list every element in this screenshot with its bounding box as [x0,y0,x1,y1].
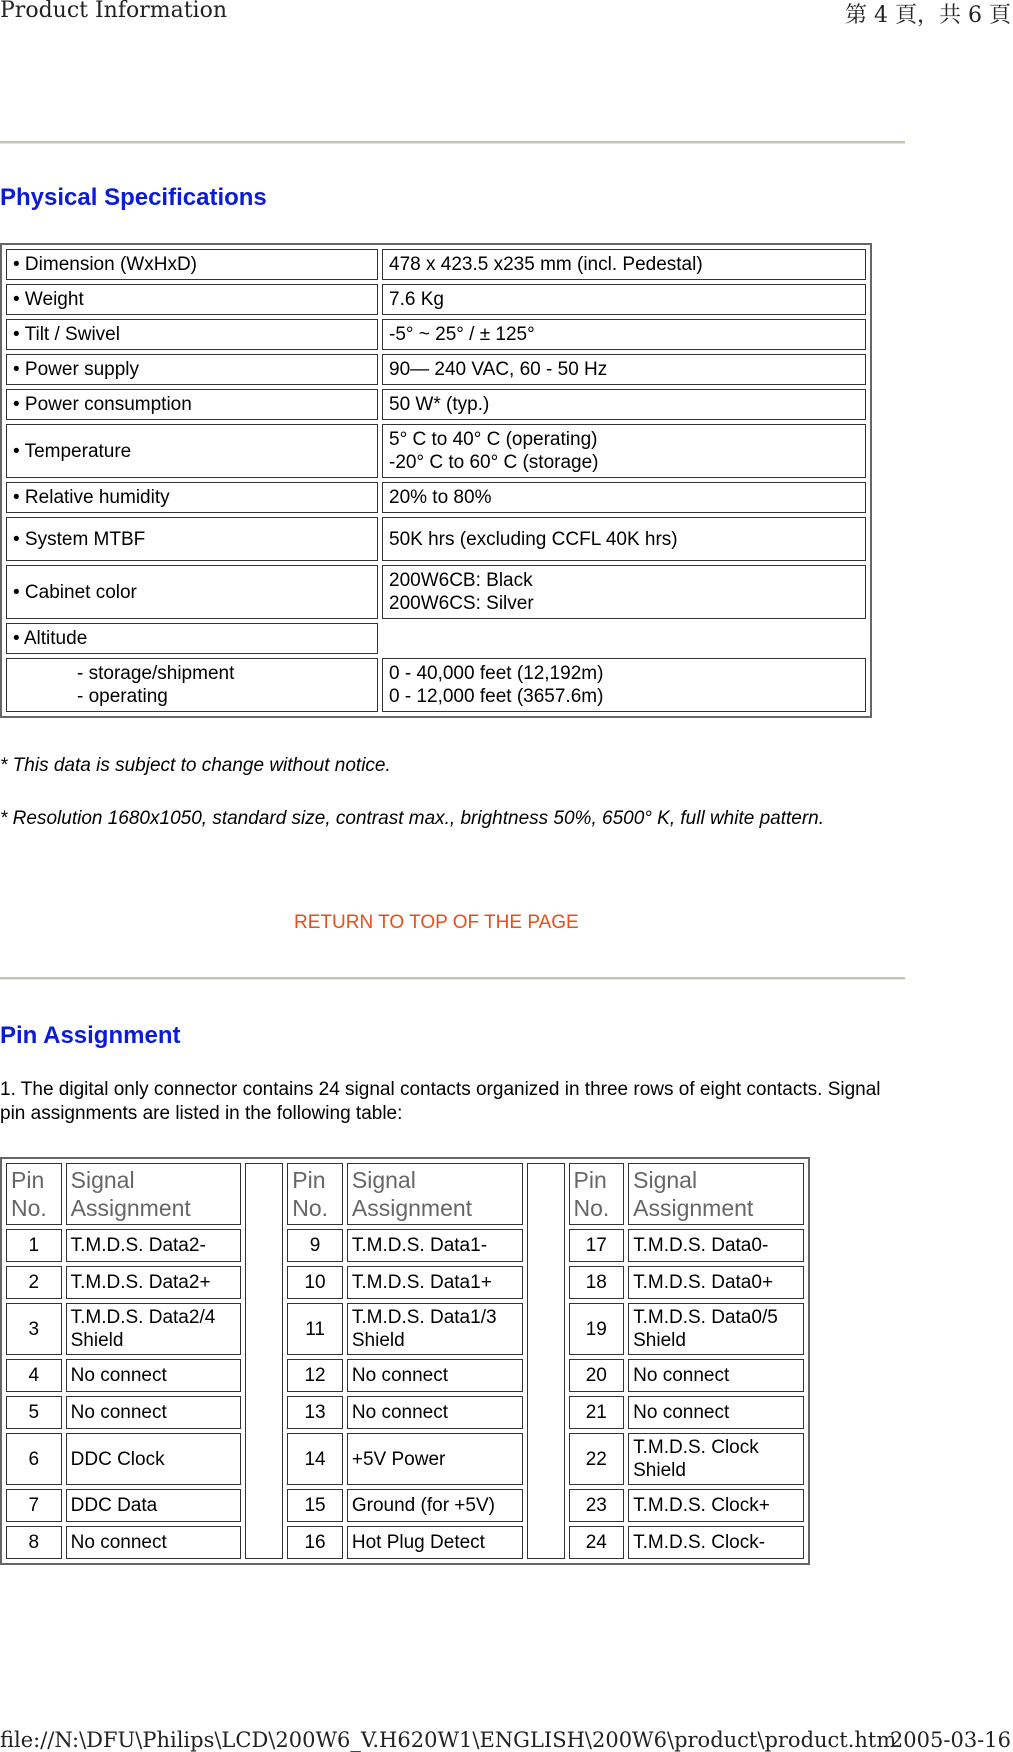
spec-label [6,658,378,712]
pin-signal: T.M.D.S. Clock+ [628,1489,804,1522]
header-text: Assignment [70,1195,191,1221]
physical-specifications-heading: Physical Specifications [0,184,267,211]
pin-no-header [569,1163,625,1225]
header-text: Assignment [633,1195,754,1221]
column-spacer [245,1163,283,1559]
pin-signal [628,1433,804,1485]
pin-signal: No connect [628,1359,804,1392]
pin-signal: No connect [628,1396,804,1429]
spec-value-line: 0 - 12,000 feet (3657.6m) [389,686,604,707]
spec-label: • Tilt / Swivel [6,319,378,350]
pin-signal: DDC Data [66,1489,242,1522]
spec-label: • Power consumption [6,389,378,420]
pin-signal: No connect [347,1359,523,1392]
pin-row [6,1433,804,1485]
pin-signal-line: Shield [633,1330,686,1351]
change-notice-note: * This data is subject to change without notice. [0,755,391,776]
signal-header [66,1163,242,1225]
pin-signal: T.M.D.S. Data0- [628,1229,804,1262]
spec-label: • Power supply [6,354,378,385]
spec-value: 478 x 423.5 x235 mm (incl. Pedestal) [382,249,866,280]
spec-label-line: - operating [77,686,168,707]
pin-assignment-intro: 1. The digital only connector contains 24 signal contacts organized in three rows of eight contacts. Signal pin assignments are listed in the following table: [0,1079,881,1124]
pin-number: 22 [569,1433,625,1485]
spec-value: 50K hrs (excluding CCFL 40K hrs) [382,517,866,561]
return-to-top-link[interactable]: RETURN TO TOP OF THE PAGE [294,912,579,933]
spec-label-line: - storage/shipment [77,663,235,684]
pin-number: 6 [6,1433,62,1485]
pin-number: 24 [569,1526,625,1559]
spec-value: 50 W* (typ.) [382,389,866,420]
pin-number: 8 [6,1526,62,1559]
spec-value-line: 5° C to 40° C (operating) [389,429,598,450]
column-spacer [527,1163,565,1559]
pin-number: 11 [287,1303,343,1355]
spec-value-line: -20° C to 60° C (storage) [389,452,599,473]
pin-no-header [6,1163,62,1225]
pin-row [6,1303,804,1355]
pin-row [6,1396,804,1429]
pin-signal: No connect [66,1526,242,1559]
pin-assignment-heading: Pin Assignment [0,1022,181,1049]
spec-label: • Relative humidity [6,482,378,513]
header-text: Signal [633,1167,698,1193]
spec-row-cabinet-color [6,565,866,619]
pin-signal-line: Shield [70,1330,124,1351]
pin-number: 12 [287,1359,343,1392]
header-text: No. [292,1195,329,1221]
pin-number: 9 [287,1229,343,1262]
pin-number: 17 [569,1229,625,1262]
spec-value [382,424,866,478]
spec-value: 90— 240 VAC, 60 - 50 Hz [382,354,866,385]
pin-number: 2 [6,1266,62,1299]
pin-signal: No connect [66,1396,242,1429]
signal-header [628,1163,804,1225]
pin-signal: No connect [66,1359,242,1392]
spec-label: • Dimension (WxHxD) [6,249,378,280]
pin-number: 13 [287,1396,343,1429]
pin-signal [347,1303,523,1355]
pin-number: 14 [287,1433,343,1485]
pin-number: 15 [287,1489,343,1522]
pin-signal: T.M.D.S. Data1- [347,1229,523,1262]
spec-label: • Weight [6,284,378,315]
pin-number: 1 [6,1229,62,1262]
header-text: Pin [573,1167,607,1193]
signal-header [347,1163,523,1225]
spec-row-humidity [6,482,866,513]
pin-signal: T.M.D.S. Data2+ [66,1266,242,1299]
pin-number: 7 [6,1489,62,1522]
pin-no-header [287,1163,343,1225]
header-text: No. [11,1195,47,1221]
spec-row-mtbf [6,517,866,561]
pin-signal-line: Shield [633,1460,686,1481]
spec-label: • Altitude [6,623,378,654]
pin-number: 10 [287,1266,343,1299]
pin-signal-line: T.M.D.S. Data0/5 [633,1307,778,1328]
spec-row-dimension [6,249,866,280]
pin-number: 21 [569,1396,625,1429]
pin-number: 19 [569,1303,625,1355]
spec-value [382,658,866,712]
divider [0,977,905,980]
page-header-title: Product Information [0,0,228,23]
pin-number: 3 [6,1303,62,1355]
pin-signal-line: T.M.D.S. Data2/4 [70,1307,216,1328]
pin-table-header [6,1163,804,1225]
spec-row-weight [6,284,866,315]
pin-signal: DDC Clock [66,1433,242,1485]
spec-row-altitude [6,623,866,654]
pin-signal: Hot Plug Detect [347,1526,523,1559]
spec-value-line: 200W6CB: Black [389,570,533,591]
header-text: Pin [11,1167,45,1193]
pin-signal: T.M.D.S. Data0+ [628,1266,804,1299]
pin-signal: No connect [347,1396,523,1429]
spec-label: • Cabinet color [6,565,378,619]
spec-row-tilt-swivel [6,319,866,350]
resolution-note: * Resolution 1680x1050, standard size, contrast max., brightness 50%, 6500° K, full white pattern. [0,808,825,829]
header-text: Signal [70,1167,135,1193]
pin-number: 5 [6,1396,62,1429]
spec-row-power-supply [6,354,866,385]
pin-assignment-table [0,1157,810,1565]
spec-value-empty [382,623,866,654]
spec-label: • System MTBF [6,517,378,561]
pin-row [6,1489,804,1522]
pin-number: 4 [6,1359,62,1392]
spec-row-altitude-detail [6,658,866,712]
spec-value-line: 200W6CS: Silver [389,593,534,614]
pin-number: 23 [569,1489,625,1522]
pin-row [6,1266,804,1299]
pin-row [6,1229,804,1262]
spec-value: 7.6 Kg [382,284,866,315]
spec-value-line: 0 - 40,000 feet (12,192m) [389,663,604,684]
page-footer-date: 2005-03-16 [889,1728,1011,1752]
pin-signal: T.M.D.S. Clock- [628,1526,804,1559]
pin-signal [628,1303,804,1355]
pin-signal-line: T.M.D.S. Data1/3 [351,1307,497,1328]
page-header-pagination: 第 4 頁，共 6 頁 [845,3,1011,28]
spec-row-temperature [6,424,866,478]
spec-label: • Temperature [6,424,378,478]
header-text: No. [573,1195,610,1221]
pin-row [6,1359,804,1392]
divider [0,141,905,144]
spec-value [382,565,866,619]
header-text: Signal [351,1167,416,1193]
spec-value: 20% to 80% [382,482,866,513]
page-footer-path: file://N:\DFU\Philips\LCD\200W6_V.H620W1\ENGLISH\200W6\product\product.htm [0,1728,897,1752]
pin-number: 18 [569,1266,625,1299]
spec-value: -5° ~ 25° / ± 125° [382,319,866,350]
physical-specifications-table [0,243,872,718]
spec-row-power-consumption [6,389,866,420]
pin-number: 20 [569,1359,625,1392]
pin-signal-line: Shield [351,1330,405,1351]
pin-signal: +5V Power [347,1433,523,1485]
pin-number: 16 [287,1526,343,1559]
header-text: Assignment [351,1195,473,1221]
pin-signal-line: T.M.D.S. Clock [633,1437,759,1458]
pin-signal: Ground (for +5V) [347,1489,523,1522]
pin-row [6,1526,804,1559]
pin-signal: T.M.D.S. Data2- [66,1229,242,1262]
header-text: Pin [292,1167,326,1193]
pin-signal: T.M.D.S. Data1+ [347,1266,523,1299]
pin-signal [66,1303,242,1355]
